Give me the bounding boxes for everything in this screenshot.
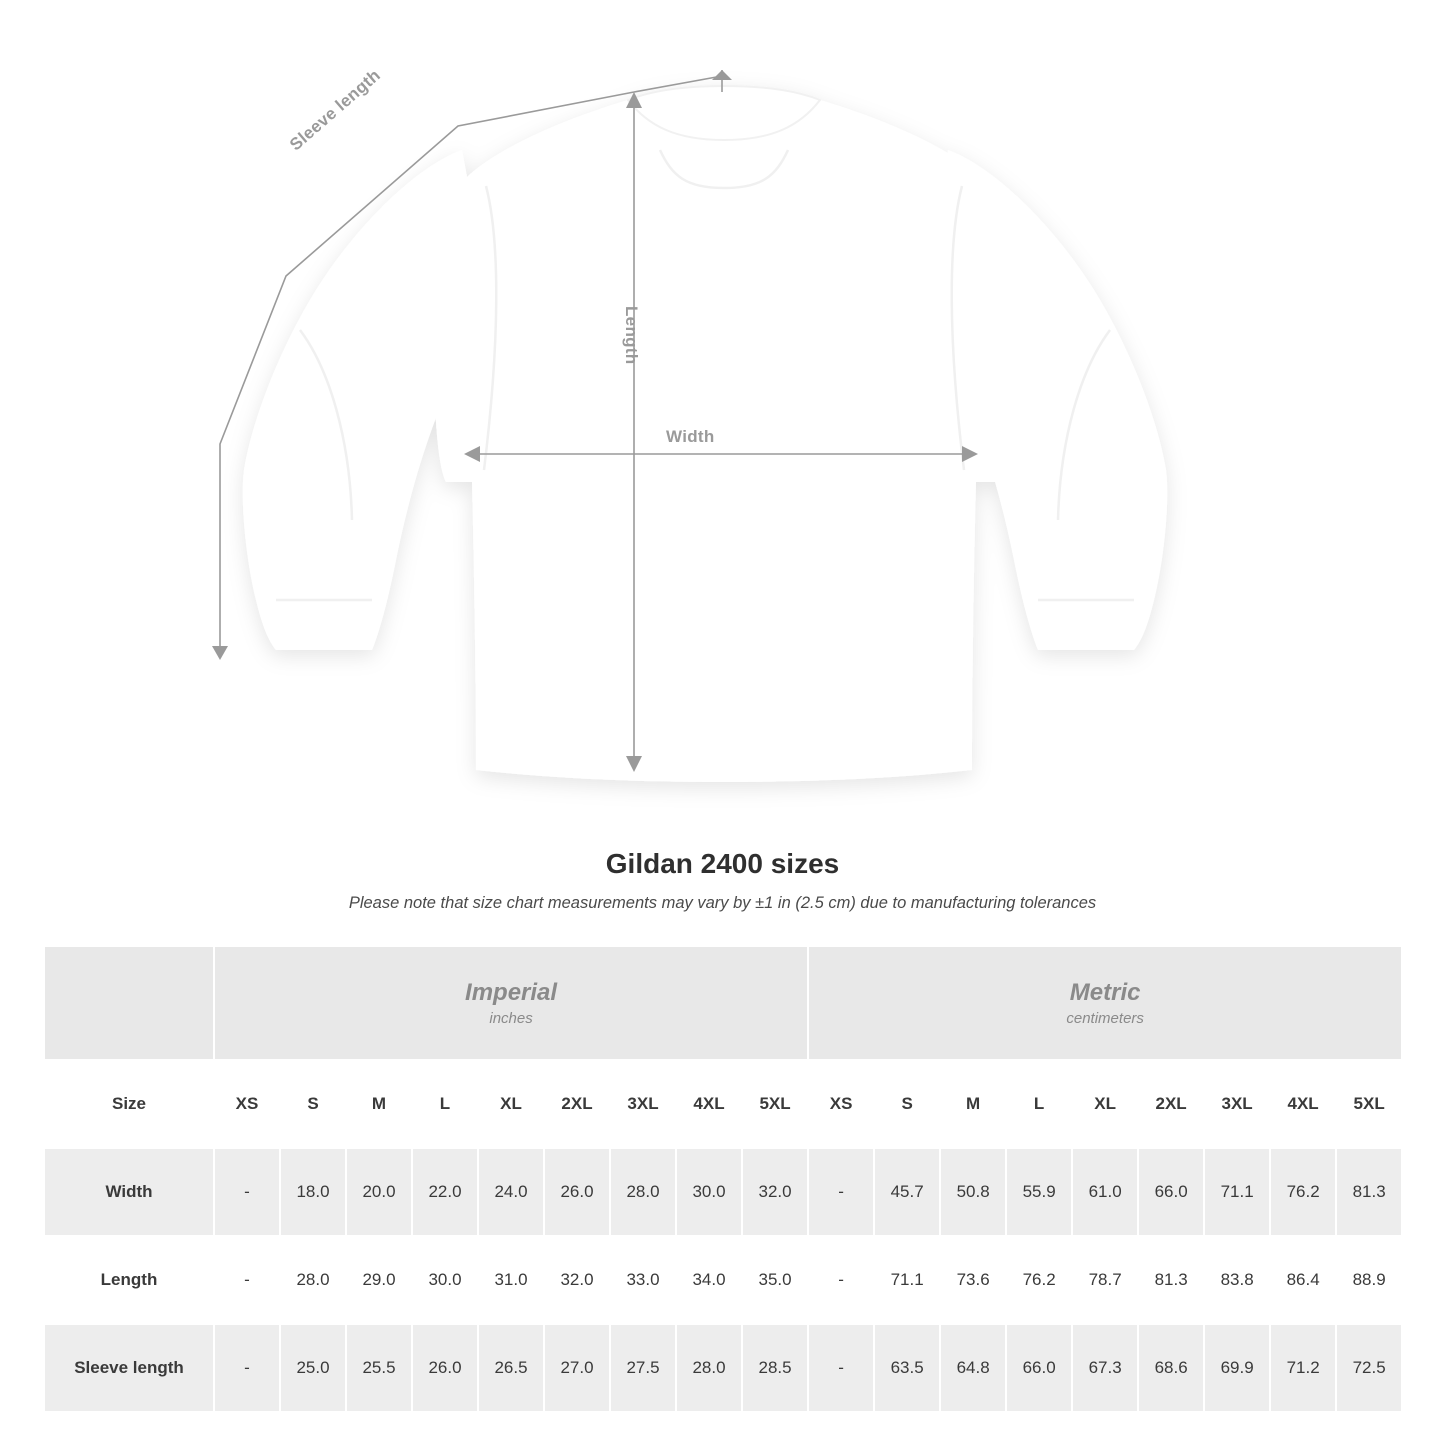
cell: 88.9 xyxy=(1336,1236,1402,1324)
size-col-header: L xyxy=(412,1060,478,1148)
size-table-wrapper xyxy=(43,945,1402,1413)
cell: 66.0 xyxy=(1006,1324,1072,1412)
cell: 78.7 xyxy=(1072,1236,1138,1324)
imperial-unit-sub: inches xyxy=(489,1009,533,1027)
metric-unit-header xyxy=(808,946,1402,1060)
size-col-header: S xyxy=(280,1060,346,1148)
cell: 30.0 xyxy=(412,1236,478,1324)
size-col-header: 5XL xyxy=(742,1060,808,1148)
size-col-header: XL xyxy=(1072,1060,1138,1148)
width-dimension-label: Width xyxy=(666,427,715,446)
cell: 76.2 xyxy=(1006,1236,1072,1324)
cell: 28.0 xyxy=(610,1148,676,1236)
size-col-header: 5XL xyxy=(1336,1060,1402,1148)
unit-header-row xyxy=(44,946,1402,1060)
cell: 45.7 xyxy=(874,1148,940,1236)
cell: - xyxy=(808,1148,874,1236)
cell: 24.0 xyxy=(478,1148,544,1236)
cell: 71.2 xyxy=(1270,1324,1336,1412)
cell: 29.0 xyxy=(346,1236,412,1324)
cell: 63.5 xyxy=(874,1324,940,1412)
cell: - xyxy=(808,1236,874,1324)
size-col-header: M xyxy=(940,1060,1006,1148)
size-col-header: XS xyxy=(808,1060,874,1148)
length-dimension-label: Length xyxy=(622,306,641,365)
size-chart-table xyxy=(43,945,1403,1413)
size-col-header: L xyxy=(1006,1060,1072,1148)
cell: - xyxy=(214,1148,280,1236)
size-col-header: XS xyxy=(214,1060,280,1148)
size-col-header: XL xyxy=(478,1060,544,1148)
imperial-unit-name: Imperial xyxy=(465,978,558,1006)
cell: 83.8 xyxy=(1204,1236,1270,1324)
row-label-length: Length xyxy=(44,1236,214,1324)
cell: 71.1 xyxy=(1204,1148,1270,1236)
sleeve-length-dimension-label: Sleeve length xyxy=(286,65,385,155)
tolerance-note: Please note that size chart measurements may vary by ±1 in (2.5 cm) due to manufacturing tolerances xyxy=(348,894,1097,912)
metric-unit-sub: centimeters xyxy=(1066,1009,1144,1027)
size-col-header: S xyxy=(874,1060,940,1148)
size-col-header: 2XL xyxy=(544,1060,610,1148)
cell: 26.5 xyxy=(478,1324,544,1412)
row-label-width: Width xyxy=(44,1148,214,1236)
cell: 26.0 xyxy=(412,1324,478,1412)
size-col-header: 4XL xyxy=(676,1060,742,1148)
cell: 22.0 xyxy=(412,1148,478,1236)
cell: 68.6 xyxy=(1138,1324,1204,1412)
table-row xyxy=(44,1236,1402,1324)
cell: 71.1 xyxy=(874,1236,940,1324)
cell: 66.0 xyxy=(1138,1148,1204,1236)
cell: 30.0 xyxy=(676,1148,742,1236)
cell: 81.3 xyxy=(1336,1148,1402,1236)
table-row xyxy=(44,1324,1402,1412)
size-col-header: 3XL xyxy=(610,1060,676,1148)
cell: 27.5 xyxy=(610,1324,676,1412)
size-col-header: 3XL xyxy=(1204,1060,1270,1148)
cell: 35.0 xyxy=(742,1236,808,1324)
cell: 81.3 xyxy=(1138,1236,1204,1324)
cell: 34.0 xyxy=(676,1236,742,1324)
cell: 69.9 xyxy=(1204,1324,1270,1412)
cell: 50.8 xyxy=(940,1148,1006,1236)
row-label-sleeve-length: Sleeve length xyxy=(44,1324,214,1412)
cell: 32.0 xyxy=(544,1236,610,1324)
cell: 27.0 xyxy=(544,1324,610,1412)
cell: 28.0 xyxy=(280,1236,346,1324)
size-col-header: 2XL xyxy=(1138,1060,1204,1148)
cell: - xyxy=(214,1236,280,1324)
size-col-header: M xyxy=(346,1060,412,1148)
table-row xyxy=(44,1148,1402,1236)
cell: 76.2 xyxy=(1270,1148,1336,1236)
row-header-size: Size xyxy=(44,1060,214,1148)
cell: 73.6 xyxy=(940,1236,1006,1324)
cell: 86.4 xyxy=(1270,1236,1336,1324)
cell: 28.5 xyxy=(742,1324,808,1412)
page-title: Gildan 2400 sizes xyxy=(605,848,840,879)
cell: 32.0 xyxy=(742,1148,808,1236)
imperial-unit-header xyxy=(214,946,808,1060)
cell: 72.5 xyxy=(1336,1324,1402,1412)
size-header-row xyxy=(44,1060,1402,1148)
cell: 28.0 xyxy=(676,1324,742,1412)
cell: 64.8 xyxy=(940,1324,1006,1412)
cell: 31.0 xyxy=(478,1236,544,1324)
cell: 26.0 xyxy=(544,1148,610,1236)
cell: 55.9 xyxy=(1006,1148,1072,1236)
unit-header-spacer xyxy=(44,946,214,1060)
title-block xyxy=(0,848,1445,913)
cell: - xyxy=(214,1324,280,1412)
cell: 25.5 xyxy=(346,1324,412,1412)
cell: - xyxy=(808,1324,874,1412)
cell: 33.0 xyxy=(610,1236,676,1324)
size-col-header: 4XL xyxy=(1270,1060,1336,1148)
cell: 20.0 xyxy=(346,1148,412,1236)
cell: 25.0 xyxy=(280,1324,346,1412)
metric-unit-name: Metric xyxy=(1069,978,1141,1006)
cell: 61.0 xyxy=(1072,1148,1138,1236)
cell: 67.3 xyxy=(1072,1324,1138,1412)
cell: 18.0 xyxy=(280,1148,346,1236)
